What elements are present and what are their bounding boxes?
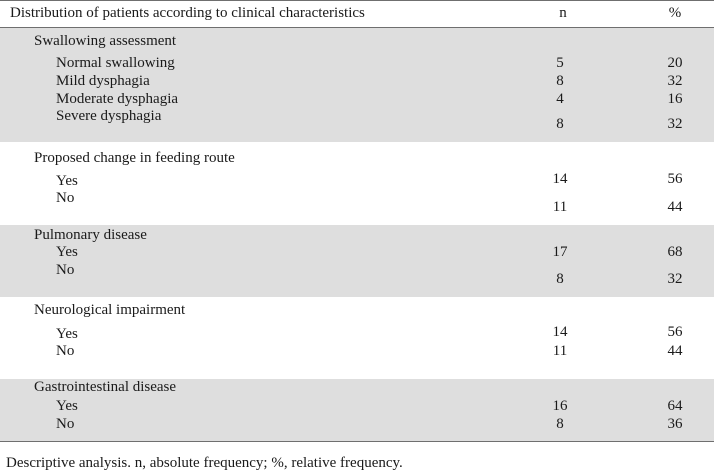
row-n: 14 <box>552 171 568 187</box>
group-neurological-impairment <box>0 297 714 379</box>
group-title: Neurological impairment <box>34 302 186 318</box>
table-footnote: Descriptive analysis. n, absolute frequency; %, relative frequency. <box>6 455 403 471</box>
table-header <box>0 0 714 28</box>
row-label: No <box>56 416 75 432</box>
row-n: 5 <box>556 55 564 71</box>
row-label: Yes <box>56 326 78 342</box>
row-n: 17 <box>552 244 568 260</box>
header-pct: % <box>668 5 682 21</box>
row-label: Yes <box>56 173 78 189</box>
group-title: Swallowing assessment <box>34 33 177 49</box>
row-pct: 56 <box>667 324 683 340</box>
row-n: 14 <box>552 324 568 340</box>
header-title: Distribution of patients according to clinical characteristics <box>10 5 365 21</box>
row-pct: 56 <box>667 171 683 187</box>
row-label: No <box>56 190 75 206</box>
group-title: Gastrointestinal disease <box>34 379 177 395</box>
row-pct: 64 <box>667 398 683 414</box>
row-n: 16 <box>552 398 568 414</box>
row-n: 11 <box>552 199 568 215</box>
row-pct: 44 <box>667 343 683 359</box>
row-pct: 32 <box>667 116 683 132</box>
row-label: No <box>56 343 75 359</box>
group-gastrointestinal-disease <box>0 379 714 441</box>
row-pct: 16 <box>667 91 683 107</box>
row-n: 8 <box>556 271 564 287</box>
row-pct: 36 <box>667 416 683 432</box>
group-feeding-route <box>0 142 714 225</box>
row-pct: 32 <box>667 271 683 287</box>
row-label: Severe dysphagia <box>56 108 162 124</box>
row-pct: 68 <box>667 244 683 260</box>
row-pct: 20 <box>667 55 683 71</box>
group-title: Proposed change in feeding route <box>34 150 235 166</box>
row-n: 11 <box>552 343 568 359</box>
row-label: Yes <box>56 244 78 260</box>
row-label: Yes <box>56 398 78 414</box>
group-pulmonary-disease <box>0 225 714 297</box>
group-title: Pulmonary disease <box>34 227 147 243</box>
row-n: 8 <box>556 73 564 89</box>
row-label: Moderate dysphagia <box>56 91 179 107</box>
row-pct: 44 <box>667 199 683 215</box>
table-bottom-rule <box>0 441 714 442</box>
row-n: 8 <box>556 416 564 432</box>
header-n: n <box>559 5 567 21</box>
row-n: 8 <box>556 116 564 132</box>
row-n: 4 <box>556 91 564 107</box>
group-swallowing-assessment <box>0 28 714 142</box>
row-label: Normal swallowing <box>56 55 175 71</box>
row-label: No <box>56 262 75 278</box>
row-pct: 32 <box>667 73 683 89</box>
row-label: Mild dysphagia <box>56 73 150 89</box>
